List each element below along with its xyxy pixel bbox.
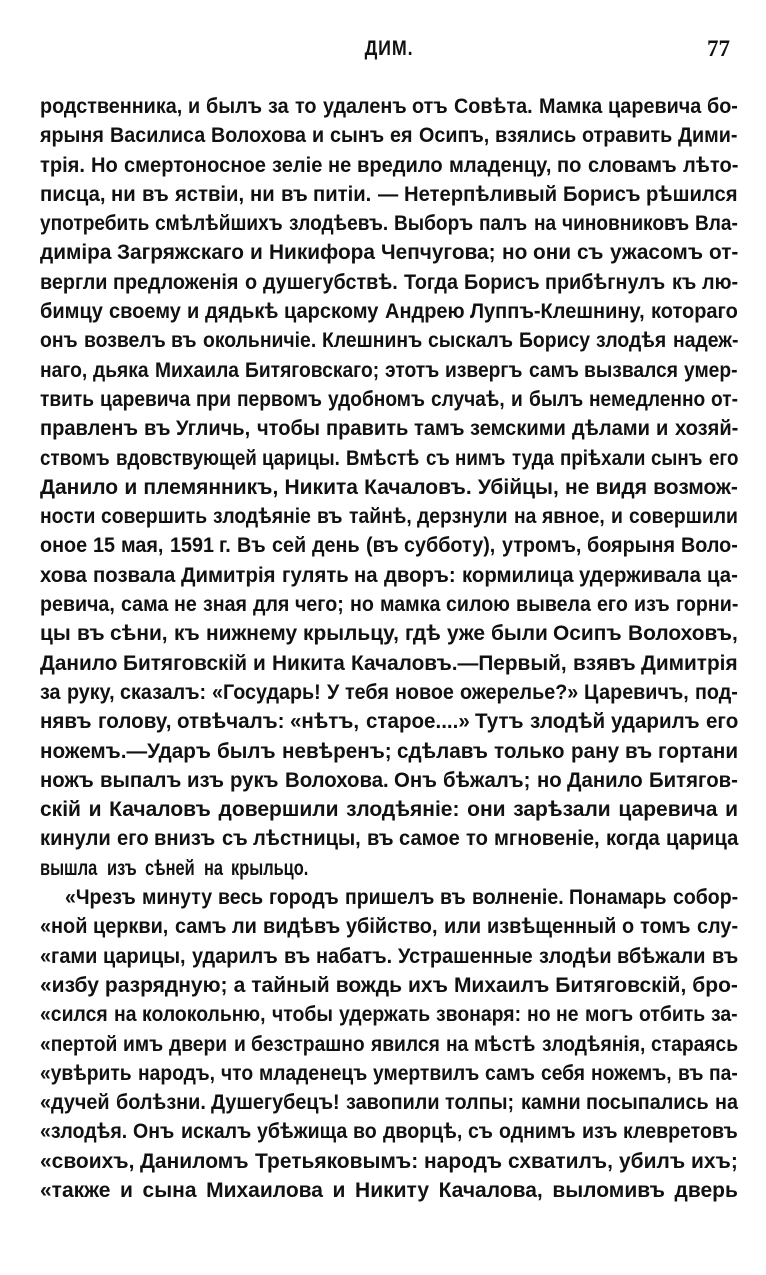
text-line: цы въ сѣни, къ нижнему крыльцу, гдѣ уже были Осипъ Волоховъ, — [40, 622, 738, 646]
text-line: «Чрезъ минуту весь городъ пришелъ въ волненіе. Понамарь собор- — [65, 886, 738, 910]
text-line: наго, дьяка Михаила Битяговскаго; этотъ извергъ самъ вызвался умер- — [40, 358, 738, 382]
running-head — [40, 36, 738, 62]
text-line: оное 15 мая, 1591 г. Въ сей день (въ субботу), утромъ, боярыня Воло- — [40, 534, 738, 558]
body-text — [40, 92, 738, 1205]
text-line: трія. Но смертоносное зеліе не вредило младенцу, по словамъ лѣто- — [40, 153, 738, 177]
text-line: употребить смѣлѣйшихъ злодѣевъ. Выборъ палъ на чиновниковъ Вла- — [40, 212, 738, 236]
text-line: ярыня Василиса Волохова и сынъ ея Осипъ, взялись отравить Дими- — [40, 124, 738, 148]
text-line: «увѣрить народъ, что младенецъ умертвилъ самъ себя ножемъ, въ па- — [40, 1061, 738, 1085]
text-line: бимцу своему и дядькѣ царскому Андрею Луппъ-Клешнину, котораго — [40, 300, 738, 324]
text-line: диміра Загряжскаго и Никифора Чепчугова; но они съ ужасомъ от- — [40, 241, 738, 265]
text-line: Данило и племянникъ, Никита Качаловъ. Убійцы, не видя возмож- — [40, 475, 738, 499]
text-line: «пертой имъ двери и безстрашно явился на мѣстѣ злодѣянія, стараясь — [40, 1032, 738, 1056]
text-line: писца, ни въ яствіи, ни въ питіи. — Нетерпѣливый Борисъ рѣшился — [40, 182, 738, 206]
text-line: ности совершить злодѣяніе въ тайнѣ, дерзнули на явное, и совершили — [40, 505, 738, 529]
text-line: ревича, сама не зная для чего; но мамка силою вывела его изъ горни- — [40, 593, 738, 617]
text-line: «злодѣя. Онъ искалъ убѣжища во дворцѣ, съ однимъ изъ клевретовъ — [40, 1120, 738, 1144]
paragraph — [40, 92, 738, 883]
text-line: «гами царицы, ударилъ въ набатъ. Устрашенные злодѣи вбѣжали въ — [40, 944, 738, 968]
text-line: нявъ голову, отвѣчалъ: «нѣтъ, старое....» Тутъ злодѣй ударилъ его — [40, 710, 738, 734]
text-line: «сился на колокольню, чтобы удержать звонаря: но не могъ отбить за- — [40, 1003, 738, 1027]
text-line: за руку, сказалъ: «Государь! У тебя новое ожерелье?» Царевичъ, под- — [40, 680, 738, 704]
text-line: родственника, и былъ за то удаленъ отъ Совѣта. Мамка царевича бо- — [40, 95, 738, 118]
text-line: кинули его внизъ съ лѣстницы, въ самое то мгновеніе, когда царица — [40, 827, 738, 851]
text-line: вергли предложенія о душегубствѣ. Тогда Борисъ прибѣгнулъ къ лю- — [40, 270, 738, 294]
text-line: «избу разрядную; а тайный вождь ихъ Михаилъ Битяговскій, бро- — [40, 973, 738, 997]
text-line: правленъ въ Угличь, чтобы править тамъ земскими дѣлами и хозяй- — [40, 417, 738, 441]
text-line: вышла изъ сѣней на крыльцо. — [40, 856, 308, 880]
text-line: ножемъ.—Ударъ былъ невѣренъ; сдѣлавъ только рану въ гортани — [40, 739, 738, 763]
running-head-title: ДИМ. — [364, 37, 414, 60]
text-line: «также и сына Михаилова и Никиту Качалова, выломивъ дверь — [40, 1178, 738, 1202]
text-line: твить царевича при первомъ удобномъ случаѣ, и былъ немедленно от- — [40, 387, 738, 411]
text-line: онъ возвелъ въ окольничіе. Клешнинъ сыскалъ Борису злодѣя надеж- — [40, 329, 738, 353]
text-line: «ной церкви, самъ ли видѣвъ убійство, или извѣщенный о томъ слу- — [40, 915, 738, 939]
text-line: «своихъ, Даниломъ Третьяковымъ: народъ схватилъ, убилъ ихъ; — [40, 1149, 738, 1173]
text-line: хова позвала Димитрія гулять на дворъ: кормилица удерживала ца- — [40, 563, 738, 587]
text-line: скій и Качаловъ довершили злодѣяніе: они зарѣзали царевича и — [40, 798, 738, 822]
text-line: ствомъ вдовствующей царицы. Вмѣстѣ съ нимъ туда пріѣхали сынъ его — [40, 446, 738, 470]
text-line: Данило Битяговскій и Никита Качаловъ.—Первый, взявъ Димитрія — [40, 651, 738, 675]
paragraph — [40, 883, 738, 1205]
text-line: «дучей болѣзни. Душегубецъ! завопили толпы; камни посыпались на — [40, 1091, 738, 1115]
page-number: 77 — [707, 36, 730, 61]
text-line: ножъ выпалъ изъ рукъ Волохова. Онъ бѣжалъ; но Данило Битягов- — [40, 768, 738, 792]
